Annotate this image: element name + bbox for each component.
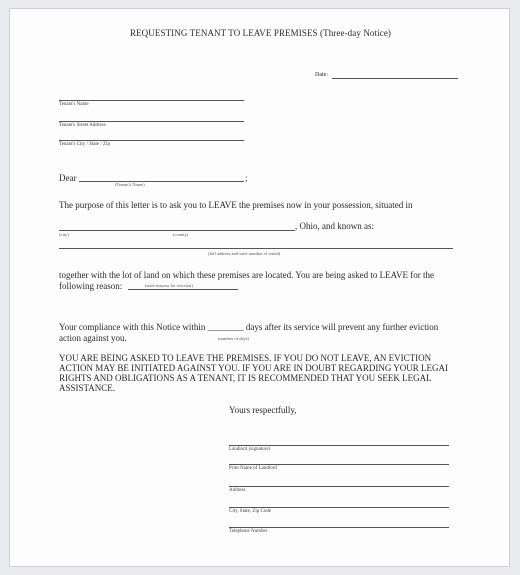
- address-label: Address: [229, 488, 246, 493]
- notice-document: [9, 8, 510, 567]
- print-name-label: Print Name of Landlord: [229, 466, 277, 471]
- closing-text: Yours respectfully,: [229, 405, 297, 415]
- tenant-street-line[interactable]: [59, 121, 244, 122]
- full-address-caption: (full address and suite number of rental): [208, 251, 281, 256]
- tenant-street-label: Tenant's Street Address: [59, 123, 106, 128]
- reason-line[interactable]: [128, 289, 238, 290]
- telephone-label: Telephone Number: [229, 529, 268, 534]
- ohio-text: , Ohio, and known as:: [295, 221, 374, 231]
- warning-line-2: ACTION MAY BE INITIATED AGAINST YOU. IF YOU ARE IN DOUBT REGARDING YOUR LEGAI: [59, 363, 448, 373]
- purpose-text: The purpose of this letter is to ask you to LEAVE the premises now in your possession, situated in: [59, 200, 413, 210]
- tenant-city-line[interactable]: [59, 140, 244, 141]
- warning-line-1: YOU ARE BEING ASKED TO LEAVE THE PREMISES. IF YOU DO NOT LEAVE, AN EVICTION: [59, 353, 432, 363]
- city-caption: (city): [59, 232, 69, 237]
- city-county-line[interactable]: [59, 230, 295, 231]
- print-name-line[interactable]: [229, 464, 449, 465]
- date-label: Date:: [315, 72, 328, 78]
- compliance-text-2: action against you.: [59, 333, 127, 343]
- days-caption: (number of days): [218, 336, 249, 341]
- document-title: REQUESTING TENANT TO LEAVE PREMISES (Three-day Notice): [129, 28, 392, 38]
- reason-caption: (state reasons for eviction): [145, 283, 193, 288]
- tenant-name-line[interactable]: [59, 100, 244, 101]
- landlord-signature-label: Landlord (signature): [229, 447, 271, 452]
- tenant-name-label: Tenant's Name: [59, 102, 89, 107]
- telephone-line[interactable]: [229, 527, 449, 528]
- full-address-line[interactable]: [59, 248, 453, 249]
- city-state-zip-line[interactable]: [229, 507, 449, 508]
- salutation-end: ;: [245, 173, 248, 183]
- warning-line-4: ASSISTANCE.: [59, 383, 116, 393]
- compliance-text-1: Your compliance with this Notice within ________ days after its service will prevent any further eviction: [59, 322, 439, 332]
- tenant-city-label: Tenant's City / State / Zip: [59, 142, 110, 147]
- salutation: Dear: [59, 173, 77, 183]
- tenants-name-caption: (Tenant's Name): [115, 182, 145, 187]
- land-text-1: together with the lot of land on which these premises are located. You are being asked to LEAVE for the: [59, 270, 434, 280]
- dear-name-line[interactable]: [79, 181, 244, 182]
- date-field-line[interactable]: [332, 78, 458, 79]
- landlord-signature-line[interactable]: [229, 445, 449, 446]
- land-text-2: following reason:: [59, 281, 123, 291]
- city-state-zip-label: City, State, Zip Code: [229, 509, 272, 514]
- county-caption: (county): [173, 232, 189, 237]
- address-line[interactable]: [229, 486, 449, 487]
- warning-line-3: RIGHTS AND OBLIGATIONS AS A TENANT, IT IS RECOMMENDED THAT YOU SEEK LEGAL: [59, 373, 432, 383]
